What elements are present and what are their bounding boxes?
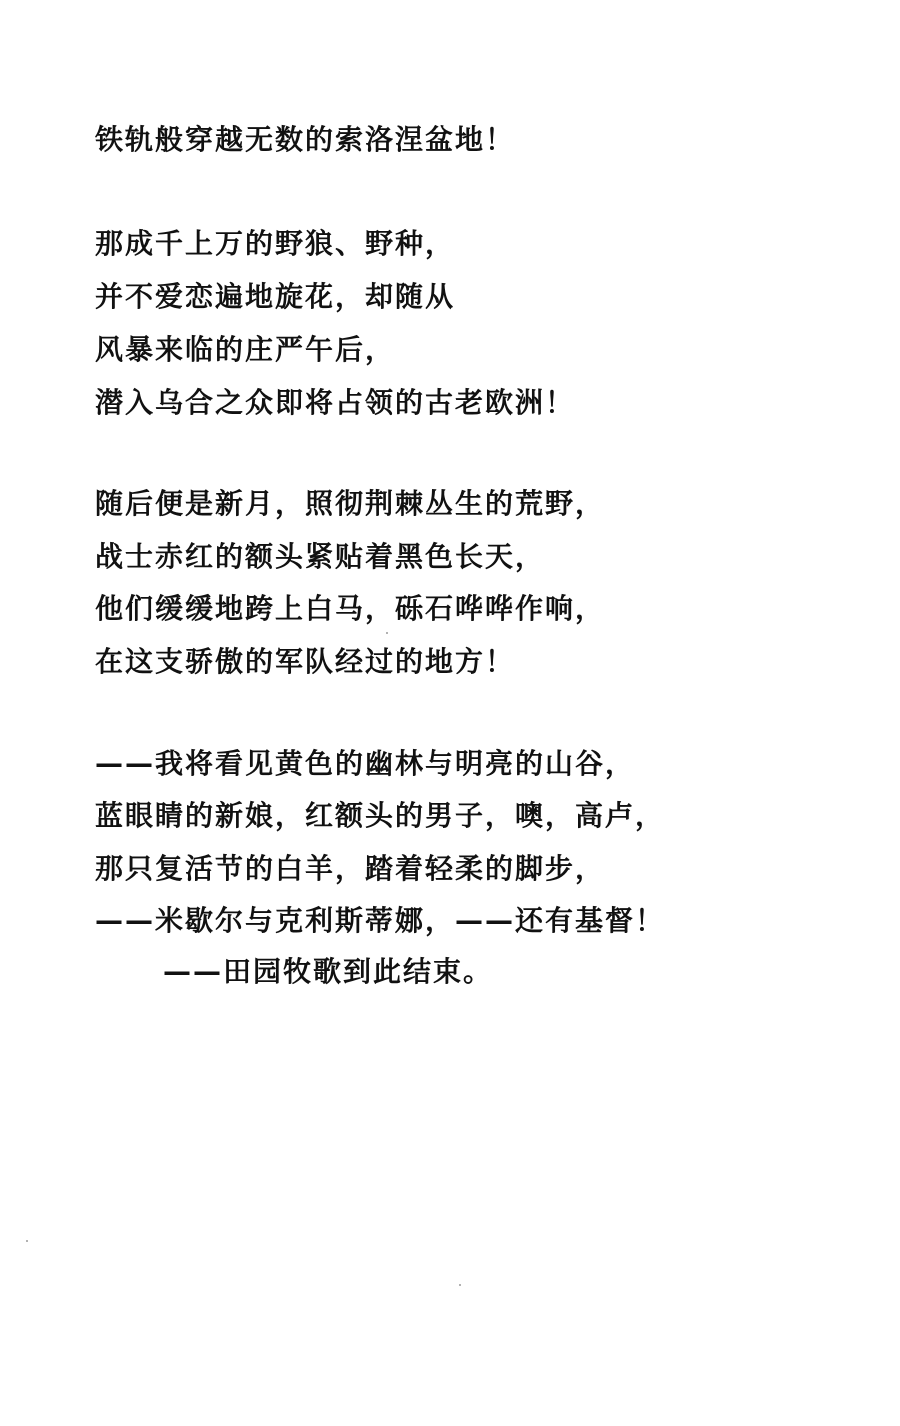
poem-line: 战士赤红的额头紧贴着黑色长天， (95, 540, 546, 573)
poem-line: 随后便是新月，照彻荆棘丛生的荒野， (95, 487, 606, 520)
poem-closing-line: ——田园牧歌到此结束。 (163, 955, 494, 988)
poem-line: 那成千上万的野狼、野种， (95, 227, 456, 260)
poem-line: ——米歇尔与克利斯蒂娜，——还有基督！ (95, 904, 666, 937)
poem-line: 风暴来临的庄严午后， (95, 333, 396, 366)
poem-line: 并不爱恋遍地旋花，却随从 (95, 280, 456, 313)
poem-line: 蓝眼睛的新娘，红额头的男子，噢，高卢， (95, 799, 666, 832)
scan-speck (386, 632, 388, 634)
poem-line: 他们缓缓地跨上白马，砾石哗哗作响， (95, 592, 606, 625)
poem-line: ——我将看见黄色的幽林与明亮的山谷， (95, 747, 636, 780)
poem-line: 在这支骄傲的军队经过的地方！ (95, 645, 516, 678)
scan-speck (26, 1240, 28, 1242)
poem-line: 那只复活节的白羊，踏着轻柔的脚步， (95, 852, 606, 885)
poem-line: 铁轨般穿越无数的索洛涅盆地！ (95, 123, 516, 156)
poem-line: 潜入乌合之众即将占领的古老欧洲！ (95, 386, 576, 419)
scan-speck (459, 1284, 461, 1286)
